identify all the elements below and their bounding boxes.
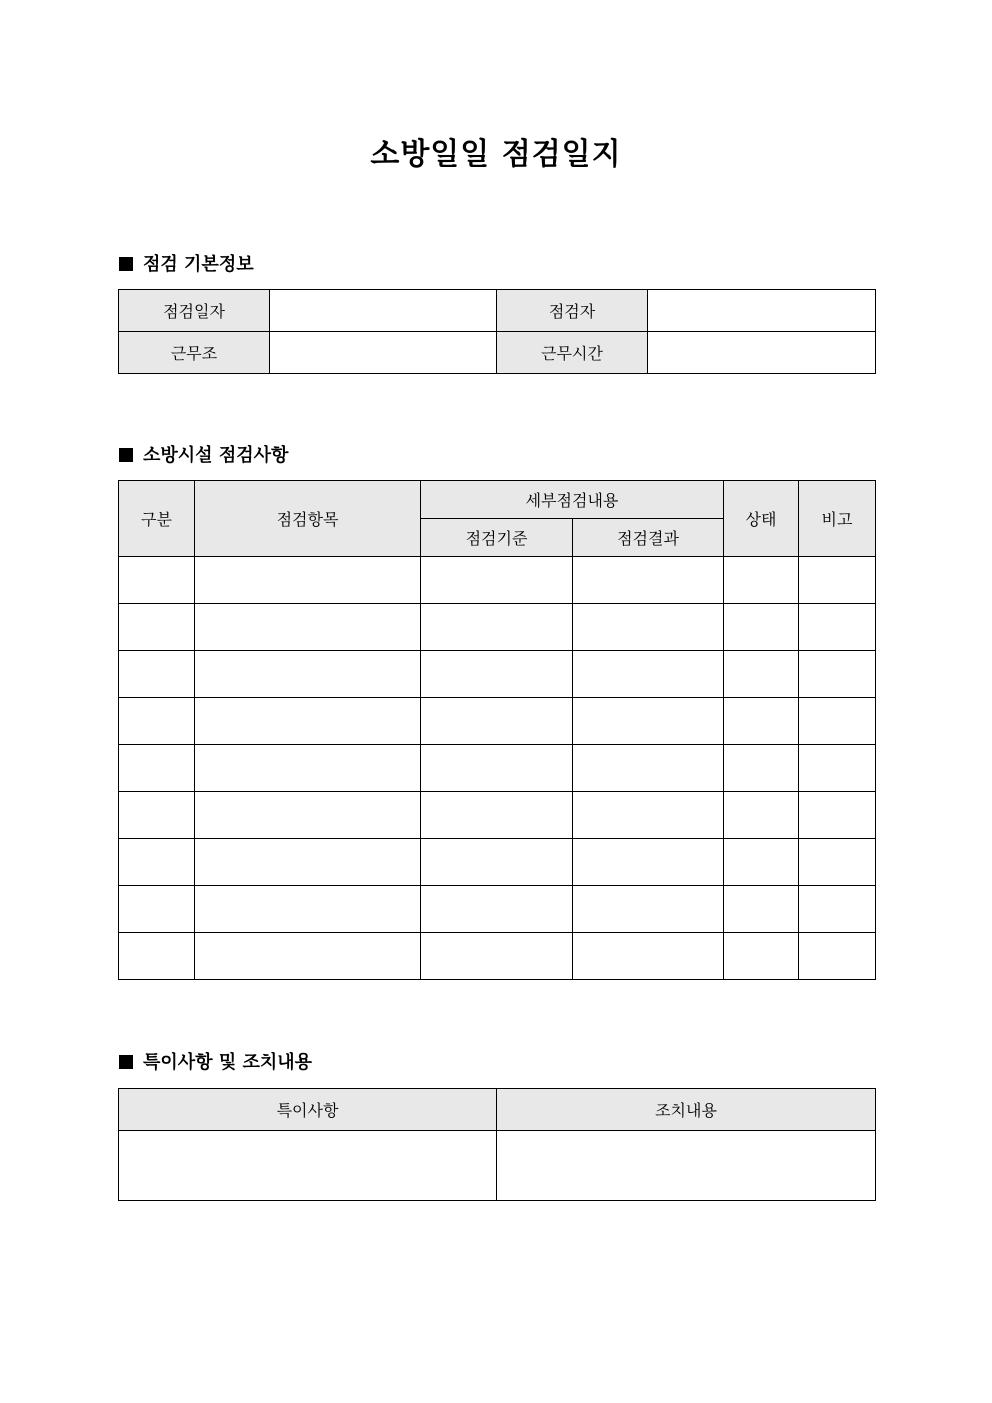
table-row [119,604,876,651]
column-header-detail-group: 세부점검내용 [421,481,724,519]
item-cell[interactable] [195,604,421,651]
item-cell[interactable] [195,651,421,698]
inspector-field[interactable] [648,290,876,332]
criteria-cell[interactable] [421,792,573,839]
column-header-status: 상태 [724,481,799,557]
remarks-field[interactable] [119,1131,497,1201]
criteria-cell[interactable] [421,886,573,933]
status-cell[interactable] [724,604,799,651]
table-row [119,290,876,332]
status-cell[interactable] [724,792,799,839]
document-title: 소방일일 점검일지 [370,137,622,172]
square-bullet-icon [119,448,133,462]
basic-info-table [118,289,876,374]
category-cell[interactable] [119,557,195,604]
criteria-cell[interactable] [421,933,573,980]
item-cell[interactable] [195,557,421,604]
category-cell[interactable] [119,839,195,886]
result-cell[interactable] [573,792,724,839]
label-shift: 근무조 [119,332,270,374]
facility-inspection-table [118,480,876,980]
note-cell[interactable] [799,839,876,886]
status-cell[interactable] [724,651,799,698]
column-header-criteria: 점검기준 [421,519,573,557]
item-cell[interactable] [195,792,421,839]
table-row [119,1131,876,1201]
result-cell[interactable] [573,745,724,792]
label-work-time: 근무시간 [497,332,648,374]
table-row [119,886,876,933]
item-cell[interactable] [195,698,421,745]
item-cell[interactable] [195,933,421,980]
item-cell[interactable] [195,745,421,792]
result-cell[interactable] [573,698,724,745]
square-bullet-icon [119,257,133,271]
column-header-actions: 조치내용 [497,1089,876,1131]
result-cell[interactable] [573,839,724,886]
shift-field[interactable] [270,332,497,374]
result-cell[interactable] [573,557,724,604]
table-row [119,933,876,980]
section-heading-facility [119,444,288,468]
note-cell[interactable] [799,557,876,604]
table-header-row [119,481,876,519]
section-heading-text: 특이사항 및 조치내용 [143,1052,313,1073]
criteria-cell[interactable] [421,604,573,651]
criteria-cell[interactable] [421,698,573,745]
criteria-cell[interactable] [421,745,573,792]
table-row [119,557,876,604]
category-cell[interactable] [119,651,195,698]
column-header-category: 구분 [119,481,195,557]
result-cell[interactable] [573,933,724,980]
criteria-cell[interactable] [421,651,573,698]
section-heading-text: 점검 기본정보 [143,254,254,275]
table-row [119,332,876,374]
criteria-cell[interactable] [421,839,573,886]
category-cell[interactable] [119,933,195,980]
work-time-field[interactable] [648,332,876,374]
status-cell[interactable] [724,886,799,933]
section-heading-basic-info [119,253,254,277]
result-cell[interactable] [573,651,724,698]
status-cell[interactable] [724,745,799,792]
item-cell[interactable] [195,886,421,933]
table-row [119,792,876,839]
square-bullet-icon [119,1055,133,1069]
column-header-remarks: 특이사항 [119,1089,497,1131]
category-cell[interactable] [119,886,195,933]
status-cell[interactable] [724,933,799,980]
note-cell[interactable] [799,604,876,651]
table-row [119,651,876,698]
table-header-row [119,1089,876,1131]
category-cell[interactable] [119,698,195,745]
table-row [119,839,876,886]
table-row [119,698,876,745]
column-header-result: 점검결과 [573,519,724,557]
section-heading-text: 소방시설 점검사항 [143,445,289,466]
facility-table-body [119,557,876,980]
note-cell[interactable] [799,886,876,933]
note-cell[interactable] [799,651,876,698]
label-inspection-date: 점검일자 [119,290,270,332]
section-heading-remarks [119,1051,312,1075]
item-cell[interactable] [195,839,421,886]
note-cell[interactable] [799,933,876,980]
note-cell[interactable] [799,792,876,839]
remarks-table [118,1088,876,1201]
criteria-cell[interactable] [421,557,573,604]
status-cell[interactable] [724,557,799,604]
category-cell[interactable] [119,604,195,651]
column-header-item: 점검항목 [195,481,421,557]
actions-field[interactable] [497,1131,876,1201]
status-cell[interactable] [724,839,799,886]
result-cell[interactable] [573,886,724,933]
note-cell[interactable] [799,745,876,792]
table-row [119,745,876,792]
status-cell[interactable] [724,698,799,745]
result-cell[interactable] [573,604,724,651]
inspection-date-field[interactable] [270,290,497,332]
column-header-note: 비고 [799,481,876,557]
category-cell[interactable] [119,792,195,839]
label-inspector: 점검자 [497,290,648,332]
note-cell[interactable] [799,698,876,745]
category-cell[interactable] [119,745,195,792]
